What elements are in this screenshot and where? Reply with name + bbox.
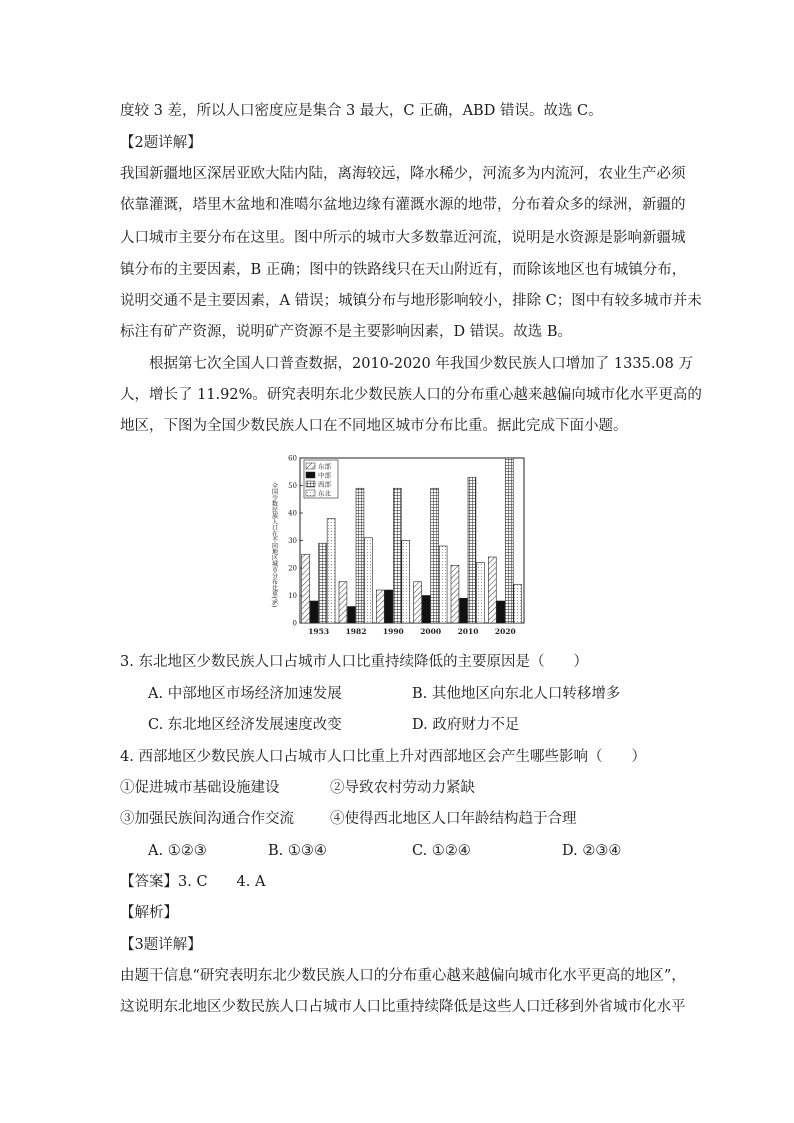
legend-label: 中部 bbox=[318, 471, 331, 480]
legend-label: 西部 bbox=[318, 480, 331, 489]
q4-statement-2: ②导致农村劳动力紧缺 bbox=[330, 780, 475, 796]
question-4-stem: 4. 西部地区少数民族人口占城市人口比重上升对西部地区会产生哪些影响（ ） bbox=[120, 749, 646, 765]
bar-西部 bbox=[468, 477, 476, 623]
bar-东部 bbox=[451, 565, 459, 623]
q4-statement-4: ④使得西北地区人口年龄结构趋于合理 bbox=[330, 811, 577, 827]
bar-西部 bbox=[393, 488, 401, 623]
bar-西部 bbox=[319, 543, 327, 623]
legend-label: 东部 bbox=[318, 462, 331, 471]
q4-option-b[interactable]: B. ①③④ bbox=[268, 843, 327, 859]
bar-西部 bbox=[505, 458, 513, 623]
q4-option-d[interactable]: D. ②③④ bbox=[562, 843, 622, 859]
q4-statement-3: ③加强民族间沟通合作交流 bbox=[120, 811, 294, 827]
bar-东部 bbox=[376, 590, 384, 623]
text-line: 由题干信息“研究表明东北少数民族人口的分布重心越来越偏向城市化水平更高的地区”， bbox=[120, 968, 686, 984]
y-tick-label: 0 bbox=[292, 619, 297, 628]
answer-line: 【答案】3. C 4. A bbox=[120, 874, 266, 890]
text-line: 依靠灌溉，塔里木盆地和准噶尔盆地边缘有灌溉水源的地带，分布着众多的绿洲，新疆的 bbox=[120, 197, 686, 213]
bar-东北 bbox=[477, 563, 485, 624]
text-line: 我国新疆地区深居亚欧大陆内陆，离海较远，降水稀少，河流多为内流河，农业生产必须 bbox=[120, 166, 686, 182]
y-tick-label: 20 bbox=[288, 564, 297, 573]
question-3-stem: 3. 东北地区少数民族人口占城市人口比重持续降低的主要原因是（ ） bbox=[120, 654, 588, 670]
bar-东部 bbox=[302, 554, 310, 623]
bar-西部 bbox=[431, 488, 439, 623]
text-line: 度较 3 差，所以人口密度应是集合 3 最大，C 正确，ABD 错误。故选 C。 bbox=[120, 103, 603, 119]
bar-东部 bbox=[488, 557, 496, 623]
bar-东北 bbox=[402, 541, 410, 624]
q3-option-c[interactable]: C. 东北地区经济发展速度改变 bbox=[148, 717, 342, 733]
text-line: 这说明东北地区少数民族人口占城市人口比重持续降低是这些人口迁移到外省城市化水平 bbox=[120, 999, 686, 1015]
x-tick-label: 2000 bbox=[420, 627, 442, 636]
section-heading: 【3题详解】 bbox=[120, 937, 202, 953]
bar-东部 bbox=[339, 582, 347, 623]
y-axis-label: 全国少数民族人口在不同地区城市分布比重(%) bbox=[270, 482, 278, 608]
q4-option-a[interactable]: A. ①②③ bbox=[148, 843, 207, 859]
bar-中部 bbox=[422, 596, 430, 624]
text-line: 地区，下图为全国少数民族人口在不同地区城市分布比重。据此完成下面小题。 bbox=[120, 418, 628, 434]
q3-option-b[interactable]: B. 其他地区向东北人口转移增多 bbox=[412, 686, 621, 702]
legend-swatch bbox=[306, 463, 315, 469]
bar-东北 bbox=[514, 585, 522, 624]
text-line: 根据第七次全国人口普查数据，2010-2020 年我国少数民族人口增加了 1335.08 万 bbox=[149, 356, 693, 372]
bar-中部 bbox=[460, 598, 468, 623]
legend-swatch bbox=[306, 481, 315, 487]
bar-东部 bbox=[414, 582, 422, 623]
bar-中部 bbox=[310, 601, 318, 623]
x-tick-label: 2020 bbox=[494, 627, 516, 636]
bar-东北 bbox=[365, 538, 373, 623]
bar-东北 bbox=[439, 546, 447, 623]
q4-statement-1: ①促进城市基础设施建设 bbox=[120, 780, 280, 796]
x-tick-label: 1953 bbox=[308, 627, 330, 636]
bar-中部 bbox=[348, 607, 356, 624]
section-heading: 【2题详解】 bbox=[120, 135, 202, 151]
legend-swatch bbox=[306, 490, 315, 496]
y-tick-label: 50 bbox=[288, 482, 297, 490]
text-line: 镇分布的主要因素，B 正确；图中的铁路线只在天山附近有，而除该地区也有城镇分布， bbox=[120, 262, 687, 278]
legend-label: 东北 bbox=[318, 489, 331, 498]
bar-中部 bbox=[385, 590, 393, 623]
x-tick-label: 1982 bbox=[345, 627, 367, 636]
text-line: 说明交通不是主要因素，A 错误；城镇分布与地形影响较小，排除 C；图中有较多城市并未 bbox=[120, 293, 702, 309]
legend-swatch bbox=[306, 472, 315, 478]
y-tick-label: 30 bbox=[288, 537, 297, 545]
text-line: 标注有矿产资源，说明矿产资源不是主要影响因素，D 错误。故选 B。 bbox=[120, 324, 572, 340]
bar-西部 bbox=[356, 488, 364, 623]
bar-东北 bbox=[327, 519, 335, 624]
bar-chart bbox=[268, 450, 530, 642]
text-line: 人口城市主要分布在这里。图中所示的城市大多数靠近河流，说明是水资源是影响新疆城 bbox=[120, 230, 686, 246]
q4-option-c[interactable]: C. ①②④ bbox=[412, 843, 471, 859]
y-tick-label: 10 bbox=[288, 592, 297, 600]
q3-option-a[interactable]: A. 中部地区市场经济加速发展 bbox=[148, 686, 342, 702]
x-tick-label: 2010 bbox=[457, 627, 479, 636]
analysis-heading: 【解析】 bbox=[120, 905, 178, 921]
q3-option-d[interactable]: D. 政府财力不足 bbox=[412, 717, 520, 733]
text-line: 人，增长了 11.92%。研究表明东北少数民族人口的分布重心越来越偏向城市化水平更高的 bbox=[120, 387, 702, 403]
bar-中部 bbox=[497, 601, 505, 623]
y-tick-label: 60 bbox=[288, 454, 297, 463]
x-tick-label: 1990 bbox=[382, 627, 404, 636]
y-tick-label: 40 bbox=[288, 509, 297, 518]
